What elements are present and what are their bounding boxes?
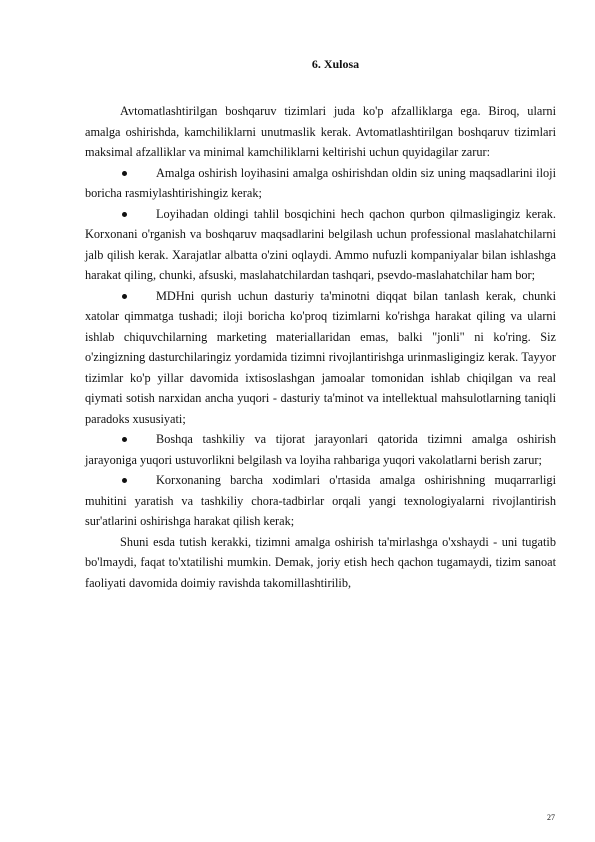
bullet-item [85, 286, 556, 430]
intro-paragraph: Avtomatlashtirilgan boshqaruv tizimlari juda ko'p afzalliklarga ega. Biroq, ularni amalga oshirishda, kamchiliklarni unutmaslik kerak. Avtomatlashtirilgan boshqaruv tizimlari maksimal afzalliklar va minimal kamchiliklarni keltirishi uchun quyidagilar zarur: [85, 104, 556, 159]
bullet-item [85, 429, 556, 470]
bullet-item [85, 204, 556, 286]
bullet-item [85, 470, 556, 532]
bullet-text: Boshqa tashkiliy va tijorat jarayonlari qatorida tizimni amalga oshirish jarayoniga yuqori ustuvorlikni belgilash va loyiha rahbariga yuqori vakolatlarni berish zarur; [85, 432, 556, 467]
bullet-text: Loyihadan oldingi tahlil bosqichini hech qachon qurbon qilmasligingiz kerak. Korxonani o'rganish va boshqaruv maqsadlarini belgilash uchun professional maslahatchilarni jalb qilish kerak. Xarajatlar albatta o'zini oqlaydi. Ammo nufuzli kompaniyalar bilan ishlashga harakat qiling, chunki, afsuski, maslahatchilardan tashqari, psevdo-maslahatchilar ham bor; [85, 206, 556, 282]
closing-paragraph: Shuni esda tutish kerakki, tizimni amalga oshirish ta'mirlashga o'xshaydi - uni tugatib bo'lmaydi, faqat to'xtatilishi mumkin. Demak, joriy etish hech qachon tugamaydi, tizim sanoat faoliyati davomida doimiy ravishda takomillashtirilib, [85, 534, 556, 590]
bullet-text: MDHni qurish uchun dasturiy ta'minotni diqqat bilan tanlash kerak, chunki xatolar qimmatga tushadi; iloji boricha ko'proq tizimlarni ko'rishga harakat qiling va ularni ishlab chiquvchilarning marketing materiallaridan emas, balki "jonli" ni ko'ring. Siz o'zingizning dasturchilaringiz yordamida tizimni rivojlantirishga urinmasligingiz kerak. Tayyor tizimlar ko'p yillar davomida ixtisoslashgan jamoalar tomonidan ishlab chiqilgan va real qiymati sotish narxidan ancha yuqori - dasturiy ta'minot va intellektual mahsulotlarning taniqli paradoks xususiyati; [85, 288, 556, 426]
page-number: 27 [547, 813, 555, 822]
bullet-item [85, 163, 556, 204]
document-page [85, 57, 556, 593]
section-title: 6. Xulosa [311, 57, 360, 71]
bullet-text: Korxonaning barcha xodimlari o'rtasida amalga oshirishning muqarrarligi muhitini yaratish va tashkiliy chora-tadbirlar orqali yangi texnologiyalarni rivojlantirish sur'atlarini oshirishga harakat qilish kerak; [85, 473, 556, 528]
bullet-text: Amalga oshirish loyihasini amalga oshirishdan oldin siz uning maqsadlarini iloji boricha rasmiylashtirishingiz kerak; [85, 165, 556, 200]
